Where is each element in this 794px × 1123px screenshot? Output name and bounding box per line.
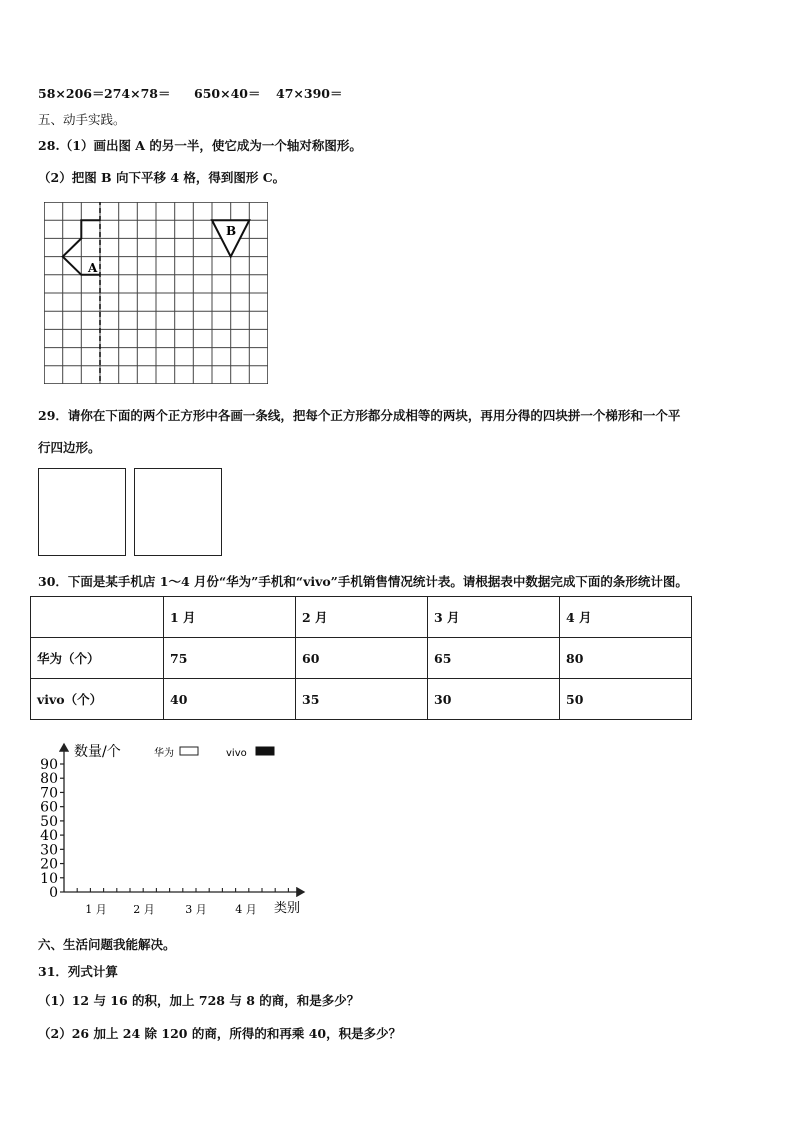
question-31-part2: （2）26 加上 24 除 120 的商，所得的和再乘 40，积是多少？: [38, 1026, 402, 1041]
y-tick-label: 0: [49, 885, 58, 901]
calc-item: 274×78＝: [104, 86, 171, 101]
grid-figure: [44, 202, 268, 384]
table-cell: [31, 597, 164, 638]
table-cell: 2 月: [296, 597, 428, 638]
question-28-part2: （2）把图 B 向下平移 4 格，得到图形 C。: [38, 170, 286, 185]
y-axis-label: 数量/个: [74, 744, 121, 760]
sales-table: [30, 596, 692, 720]
x-category-label: 3 月: [185, 903, 207, 916]
legend-label-huawei: 华为: [154, 748, 174, 759]
grid-svg: [44, 202, 268, 384]
y-tick-label: 60: [40, 799, 58, 816]
y-tick-label: 10: [40, 870, 58, 887]
table-cell: 50: [560, 679, 692, 720]
calc-row: [38, 84, 342, 102]
x-category-label: 1 月: [85, 903, 107, 916]
table-row: [31, 679, 692, 720]
y-tick-label: 70: [40, 785, 58, 802]
x-category-label: 4 月: [235, 903, 257, 916]
calc-item: 58×206＝: [38, 86, 105, 101]
section-six-heading: 六、生活问题我能解决。: [38, 937, 176, 952]
question-29-line2: 行四边形。: [38, 440, 101, 455]
legend-label-vivo: vivo: [226, 748, 247, 759]
y-tick-label: 30: [40, 842, 58, 859]
table-cell: 65: [428, 638, 560, 679]
question-30-title: 30．下面是某手机店 1～4 月份“华为”手机和“vivo”手机销售情况统计表。请根据表中数据完成下面的条形统计图。: [38, 574, 688, 589]
y-tick-label: 80: [40, 771, 58, 788]
table-cell: 80: [560, 638, 692, 679]
question-31-part1: （1）12 与 16 的积，加上 728 与 8 的商，和是多少？: [38, 993, 360, 1008]
figure-b-label: B: [226, 224, 237, 238]
table-cell: 4 月: [560, 597, 692, 638]
table-header-row: [31, 597, 692, 638]
y-tick-label: 50: [40, 813, 58, 830]
legend-swatch-vivo: [256, 747, 274, 755]
table-cell: 60: [296, 638, 428, 679]
table-cell: 3 月: [428, 597, 560, 638]
legend-swatch-huawei: [180, 747, 198, 755]
table-cell: 华为（个）: [31, 638, 164, 679]
question-31-title: 31．列式计算: [38, 964, 118, 979]
x-axis-label: 类别: [274, 901, 301, 916]
question-28-part1: 28.（1）画出图 A 的另一半，使它成为一个轴对称图形。: [38, 138, 362, 153]
table-cell: 35: [296, 679, 428, 720]
calc-item: 47×390＝: [276, 86, 343, 101]
y-tick-label: 40: [40, 828, 58, 845]
square-left: [38, 468, 126, 556]
question-29-line1: 29．请你在下面的两个正方形中各画一条线，把每个正方形都分成相等的两块，再用分得的四块拼一个梯形和一个平: [38, 408, 681, 423]
calc-item: 650×40＝: [194, 86, 261, 101]
table-cell: 30: [428, 679, 560, 720]
y-tick-label: 20: [40, 856, 58, 873]
table-cell: 40: [164, 679, 296, 720]
bar-chart-svg: [38, 738, 318, 918]
bar-chart: [38, 738, 318, 922]
y-tick-label: 90: [40, 757, 58, 773]
table-cell: 75: [164, 638, 296, 679]
x-category-label: 2 月: [133, 903, 155, 916]
figure-a-label: A: [88, 261, 98, 275]
section-five-heading: 五、动手实践。: [38, 112, 126, 127]
table-row: [31, 638, 692, 679]
table-cell: vivo（个）: [31, 679, 164, 720]
square-right: [134, 468, 222, 556]
table-cell: 1 月: [164, 597, 296, 638]
